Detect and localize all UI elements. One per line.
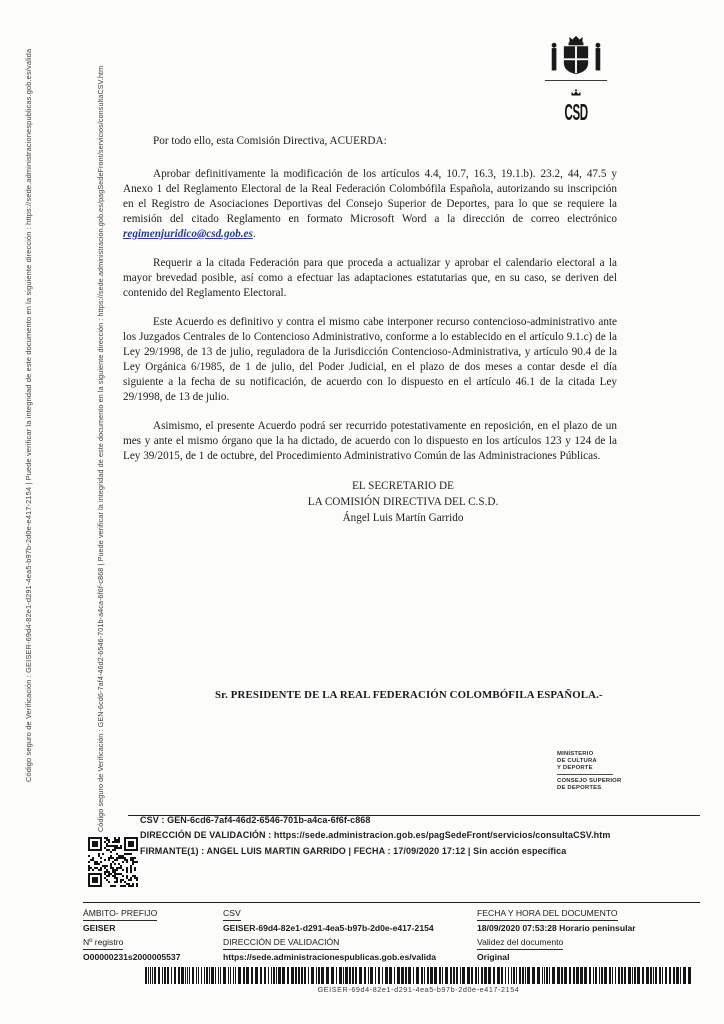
num-registro-value: O00000231s2000005537 xyxy=(83,951,181,962)
signature-block xyxy=(156,478,650,526)
signature-role-line2: LA COMISIÓN DIRECTIVA DEL C.S.D. xyxy=(307,496,499,508)
ambito-prefijo-value: GEISER xyxy=(83,922,116,933)
num-registro-header: Nº registro xyxy=(83,936,123,950)
verification-code-vertical-outer: Código seguro de Verificación : GEISER-69d4-82e1-d291-4ea5-b97b-2d0e-e417-2154 | Puede verificar la integridad de este documento en la siguiente dirección : https://sede.administracionespublicas.gob.es/valida xyxy=(24,48,33,782)
barcode xyxy=(145,967,692,984)
qr-code xyxy=(88,837,138,887)
validez-value: Original xyxy=(477,951,510,962)
acuerda-intro: Por todo ello, esta Comisión Directiva, ACUERDA: xyxy=(153,135,387,147)
paragraph-reposicion: Asimismo, el presente Acuerdo podrá ser recurrido potestativamente en reposición, en el plazo de un mes y ante el mismo órgano que la ha dictado, de acuerdo con lo dispuesto en los artículos 123 y 124 de la Ley 39/2015, de 1 de octubre, del Procedimiento Administrativo Común de las Administraciones Públicas. xyxy=(123,420,617,462)
footer-table-top-rule xyxy=(83,902,700,903)
ministry-line: DE DEPORTES xyxy=(557,785,602,792)
csv-line: CSV : GEN-6cd6-7af4-46d2-6546-701b-a4ca-6f6f-c868 xyxy=(140,815,371,825)
csv-validation-block xyxy=(140,813,700,859)
signature-role-line1: EL SECRETARIO DE xyxy=(352,480,454,492)
ministry-line: Y DEPORTE xyxy=(557,764,593,771)
crest-divider xyxy=(545,80,607,81)
paragraph-recurso: Este Acuerdo es definitivo y contra el mismo cabe interponer recurso contencioso-administrativo ante los Juzgados Centrales de lo Contencioso Administrativo, conforme a lo establecido en el artículo 9.1.c) de la Ley 29/1998, de 13 de julio, reguladora de la Jurisdicción Contencioso-Administrativa, y artículo 90.4 de la Ley Orgánica 6/1985, de 1 de julio, del Poder Judicial, en el plazo de dos meses a contar desde el día siguiente a la fecha de su notificación, de acuerdo con lo dispuesto en el artículo 46.1 de la citada Ley 29/1998, de 13 de julio. xyxy=(123,316,617,403)
spanish-coat-of-arms-icon xyxy=(548,34,604,83)
resolution-body xyxy=(123,134,617,526)
addressee-line: Sr. PRESIDENTE DE LA REAL FEDERACIÓN COLOMBÓFILA ESPAÑOLA.- xyxy=(215,689,603,701)
signature-name: Ángel Luis Martín Garrido xyxy=(342,512,464,524)
crown-icon xyxy=(548,84,604,102)
ministry-divider xyxy=(557,774,613,775)
csv-header: CSV xyxy=(223,907,241,921)
fecha-hora-value: 18/09/2020 07:53:28 Horario peninsular xyxy=(477,922,636,933)
ministry-line: MINISTERIO xyxy=(557,751,594,757)
paragraph-requerir: Requerir a la citada Federación para que proceda a actualizar y aprobar el calendario electoral a la mayor brevedad posible, así como a efectuar las adaptaciones estatutarias que, en su caso, se deriven del contenido del Reglamento Electoral. xyxy=(123,257,617,299)
footer-col-ambito xyxy=(83,906,221,964)
ambito-prefijo-header: ÁMBITO- PREFIJO xyxy=(83,907,157,921)
ministry-block xyxy=(557,751,637,792)
direccion-validacion-header: DIRECCIÓN DE VALIDACIÓN xyxy=(223,936,339,950)
fecha-hora-header: FECHA Y HORA DEL DOCUMENTO xyxy=(477,907,618,921)
csv-value: GEISER-69d4-82e1-d291-4ea5-b97b-2d0e-e417-2154 xyxy=(223,922,434,933)
ministry-line: CONSEJO SUPERIOR xyxy=(557,778,622,785)
paragraph-aprobar: Aprobar definitivamente la modificación de los artículos 4.4, 10.7, 16.3, 19.1.b). 23.2, 44, 47.5 y Anexo 1 del Reglamento Electoral de la Real Federación Colombófila Española, autorizando su inscripción en el Registro de Asociaciones Deportivas del Consejo Superior de Deportes, para lo que se requiere la remisión del citado Reglamento en formato Microsoft Word a la dirección de correo electrónico regimenjuridico@csd.gob.es. xyxy=(123,168,617,240)
verification-code-vertical-inner: Código seguro de Verificación : GEN-6cd6-7af4-46d2-6546-701b-a4ca-6f6f-c868 | Puede verificar la integridad de este documento en la siguiente dirección : https://sede.administracion.gob.es/pagSedeFront/servicios/consultaCSV.htm xyxy=(96,65,105,832)
direccion-validacion-value: https://sede.administracionespublicas.gob.es/valida xyxy=(223,951,436,962)
csd-logo xyxy=(548,84,604,126)
validation-url-line: DIRECCIÓN DE VALIDACIÓN : https://sede.administracion.gob.es/pagSedeFront/servicios/consultaCSV.htm xyxy=(140,830,611,841)
validez-header: Validez del documento xyxy=(477,936,563,950)
csd-logo-text: CSD xyxy=(564,101,588,126)
barcode-caption: GEISER-69d4-82e1-d291-4ea5-b97b-2d0e-e417-2154 xyxy=(317,985,520,994)
footer-col-fecha xyxy=(477,906,700,964)
email-link[interactable]: regimenjuridico@csd.gob.es xyxy=(123,228,253,240)
footer-col-csv xyxy=(223,906,475,964)
ministry-line: DE CULTURA xyxy=(557,757,597,764)
signer-line: FIRMANTE(1) : ANGEL LUIS MARTIN GARRIDO | FECHA : 17/09/2020 17:12 | Sin acción específica xyxy=(140,845,567,856)
